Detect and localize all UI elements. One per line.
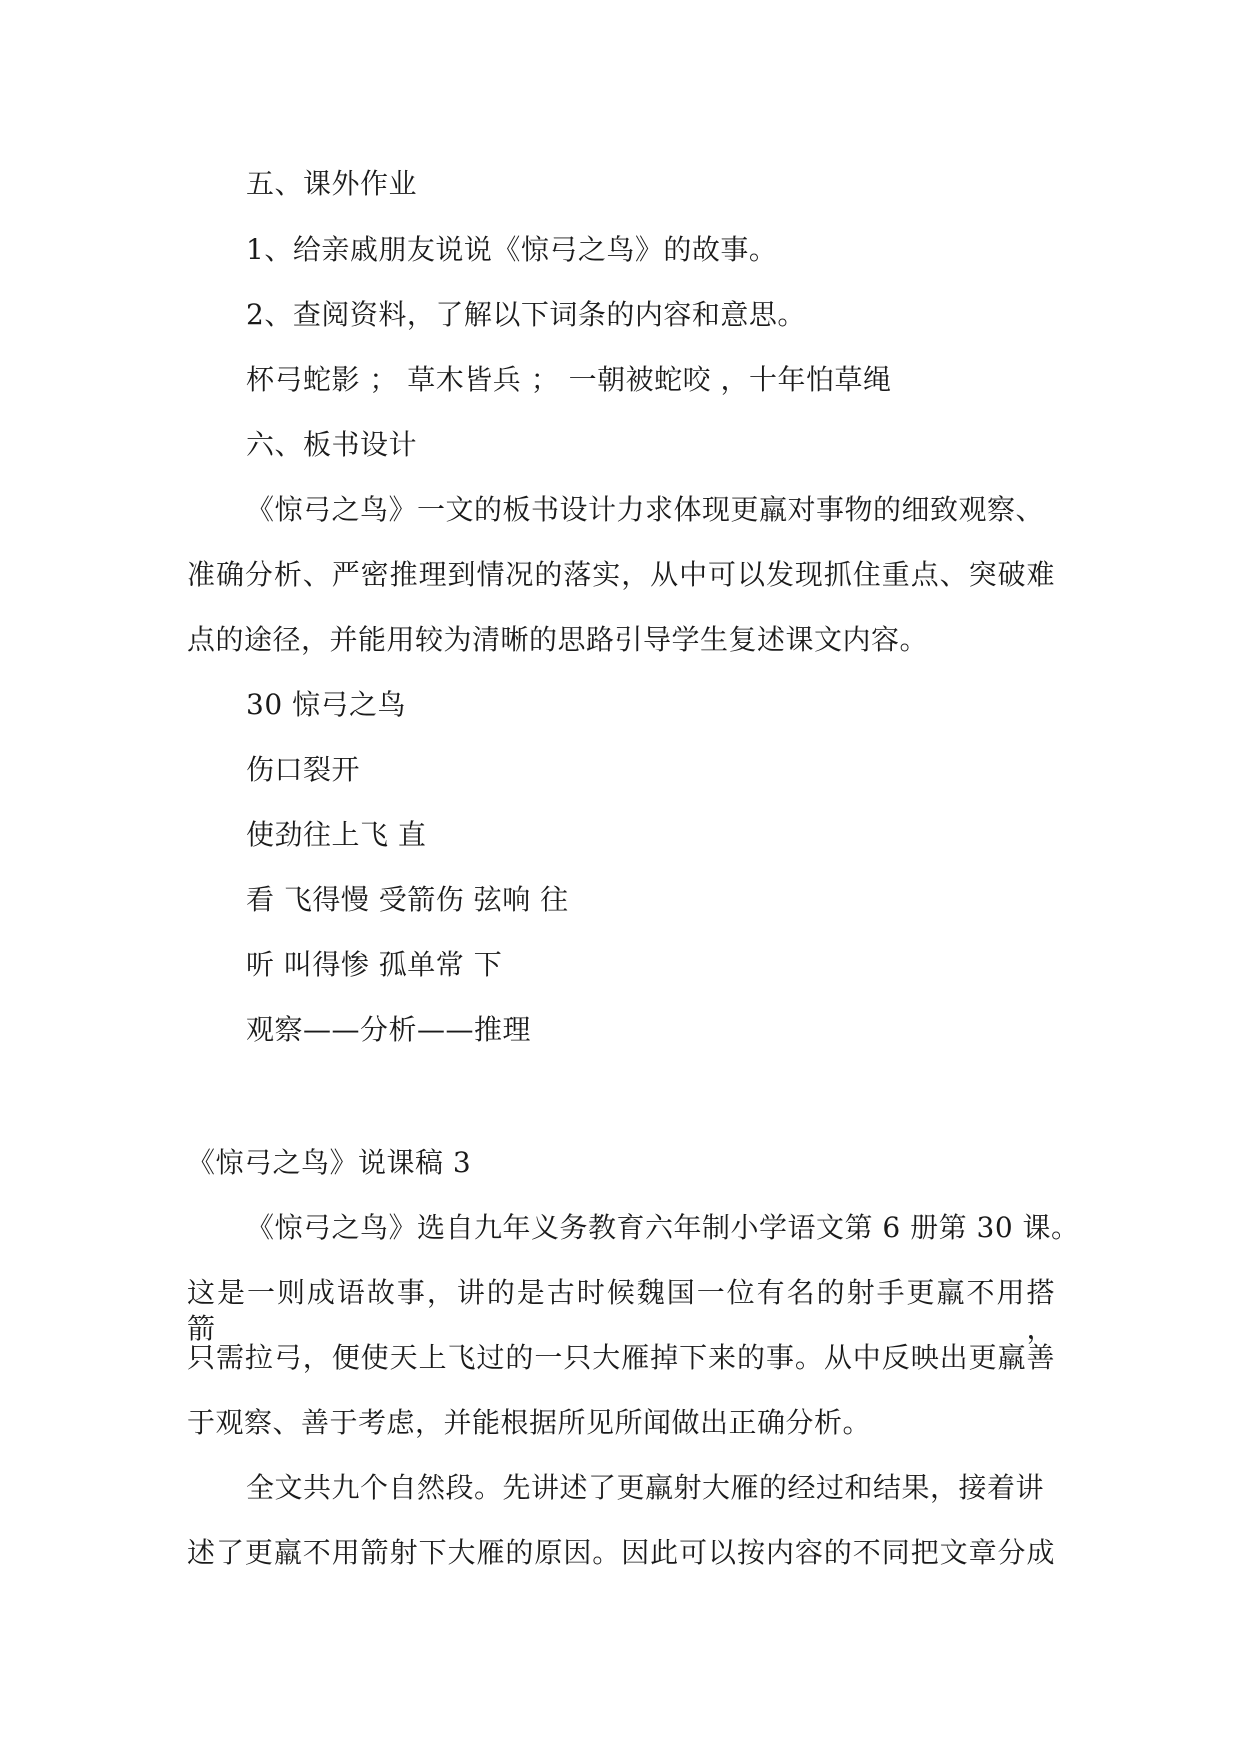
board-line: 30 惊弓之鸟 <box>246 688 407 721</box>
paragraph-line: 准确分析、严密推理到情况的落实，从中可以发现抓住重点、突破难 <box>187 558 1055 591</box>
board-line: 观察——分析——推理 <box>246 1013 532 1046</box>
homework-item-1: 1、给亲戚朋友说说《惊弓之鸟》的故事。 <box>246 233 778 266</box>
paragraph-line: 于观察、善于考虑，并能根据所见所闻做出正确分析。 <box>187 1406 872 1439</box>
paragraph-line: 全文共九个自然段。先讲述了更羸射大雁的经过和结果，接着讲 <box>246 1471 1045 1504</box>
paragraph-line: 述了更羸不用箭射下大雁的原因。因此可以按内容的不同把文章分成 <box>187 1536 1055 1569</box>
paragraph-line: 《惊弓之鸟》选自九年义务教育六年制小学语文第 6 册第 30 课。 <box>246 1211 1080 1244</box>
section-heading-homework: 五、课外作业 <box>246 167 418 200</box>
paragraph-line: 只需拉弓，便使天上飞过的一只大雁掉下来的事。从中反映出更羸善 <box>187 1341 1055 1374</box>
paragraph-line: 这是一则成语故事，讲的是古时候魏国一位有名的射手更羸不用搭箭， <box>187 1276 1055 1345</box>
section-heading-blackboard: 六、板书设计 <box>246 428 418 461</box>
board-line: 伤口裂开 <box>246 753 361 786</box>
board-line: 看 飞得慢 受箭伤 弦响 往 <box>246 883 569 916</box>
paragraph-line: 《惊弓之鸟》一文的板书设计力求体现更羸对事物的细致观察、 <box>246 493 1045 526</box>
document-title: 《惊弓之鸟》说课稿 3 <box>187 1146 472 1179</box>
board-line: 使劲往上飞 直 <box>246 818 427 851</box>
homework-item-2: 2、查阅资料，了解以下词条的内容和意思。 <box>246 298 806 331</box>
paragraph-line: 点的途径，并能用较为清晰的思路引导学生复述课文内容。 <box>187 623 929 656</box>
idiom-terms: 杯弓蛇影 ； 草木皆兵 ； 一朝被蛇咬 ，十年怕草绳 <box>246 363 892 396</box>
board-line: 听 叫得惨 孤单常 下 <box>246 948 503 981</box>
